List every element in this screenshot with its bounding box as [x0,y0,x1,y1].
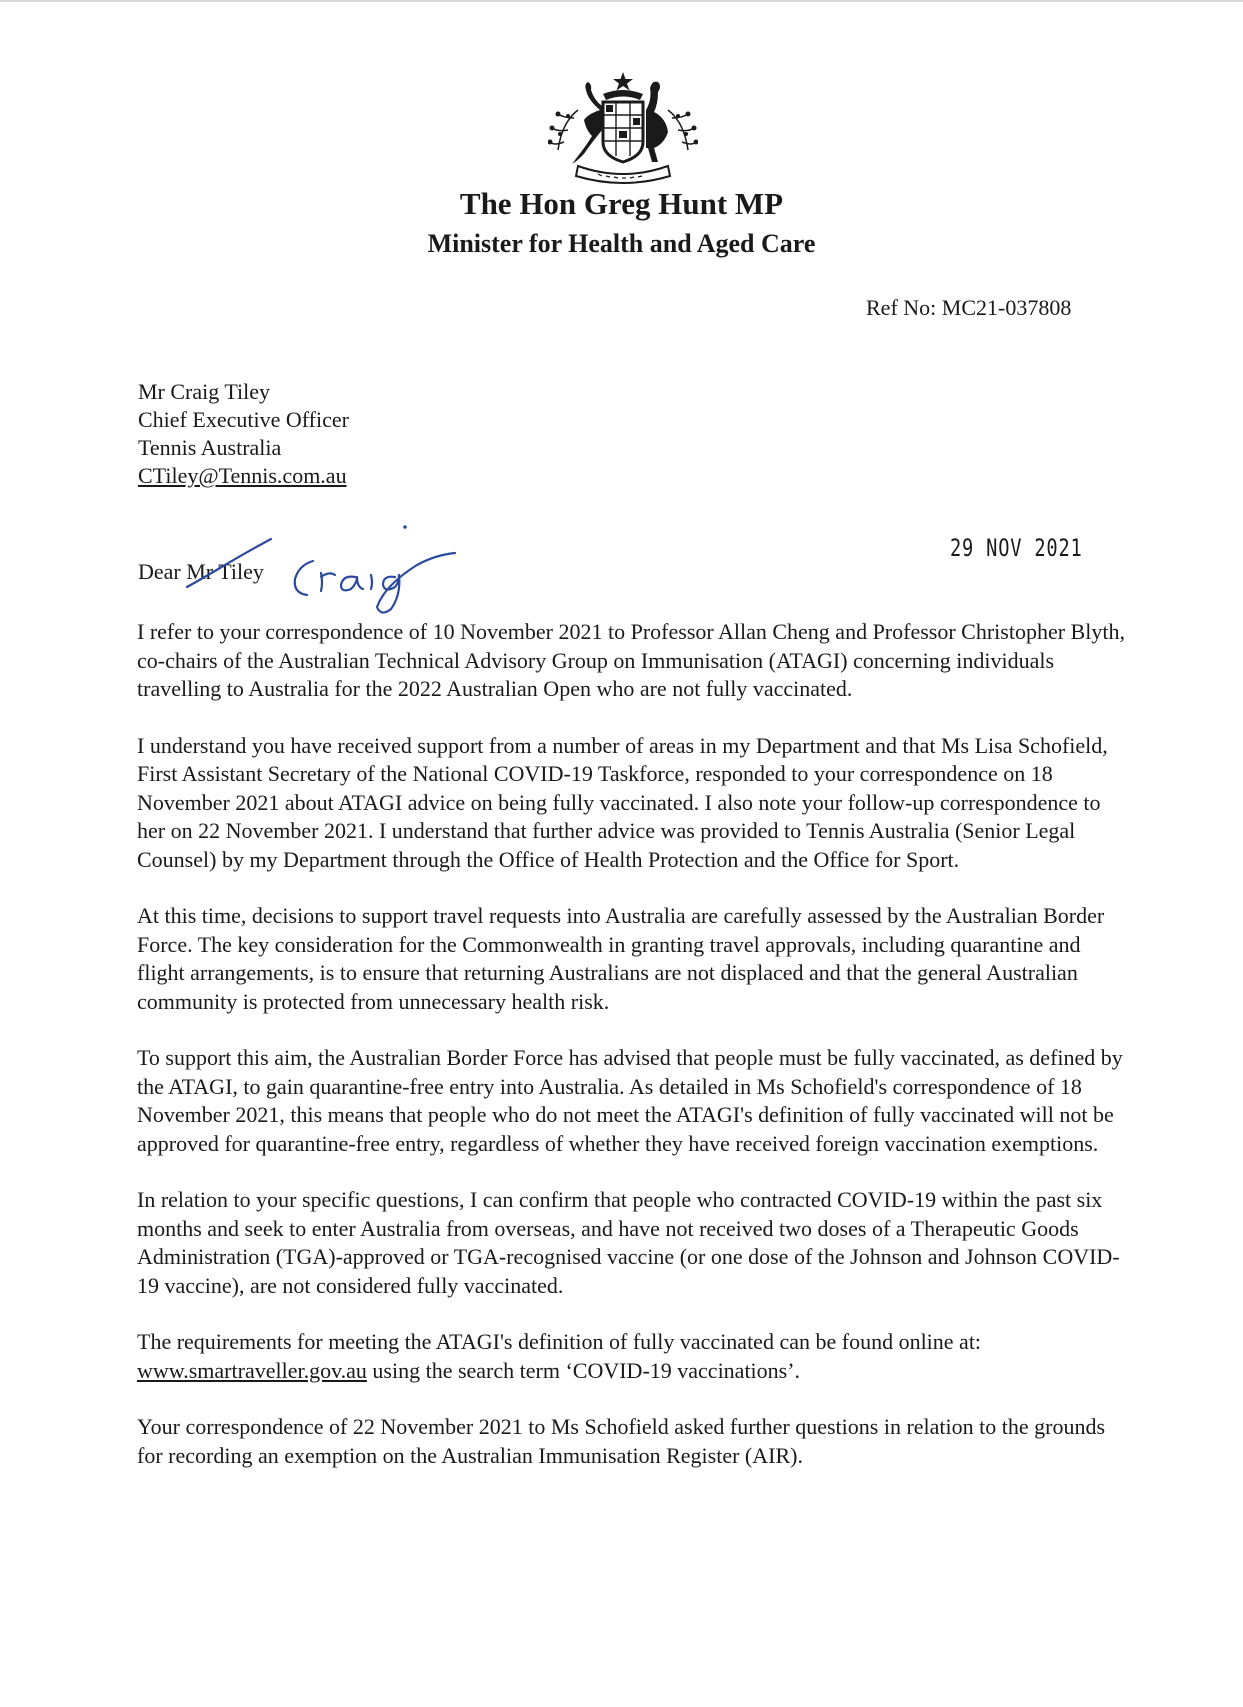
recipient-name: Mr Craig Tiley [138,379,271,404]
recipient-email: CTiley@Tennis.com.au [138,463,347,488]
smartraveller-link[interactable]: www.smartraveller.gov.au [137,1357,367,1383]
minister-name: The Hon Greg Hunt MP [459,186,784,221]
coat-of-arms-icon [548,70,698,185]
page-top-edge [0,0,1243,2]
paragraph-3: At this time, decisions to support travel requests into Australia are carefully assessed by the Australian Border Force. The key consideration for the Commonwealth in granting travel approvals, including quarantine and flight arrangements, is to ensure that returning Australians are not displaced and that the general Australian community is protected from unnecessary health risk. [137,903,1105,1014]
paragraph-6-text-start: The requirements for meeting the ATAGI's definition of fully vaccinated can be found online at: [137,1329,982,1354]
recipient-organisation: Tennis Australia [138,435,282,460]
paragraph-4: To support this aim, the Australian Border Force has advised that people must be fully vaccinated, as defined by the ATAGI, to gain quarantine-free entry into Australia. As detailed in Ms Schofield's correspondence of 18 November 2021, this means that people who do not meet the ATAGI's definition of fully vaccinated will not be approved for quarantine-free entry, regardless of whether they have received foreign vaccination exemptions. [137,1045,1123,1156]
paragraph-7: Your correspondence of 22 November 2021 to Ms Schofield asked further questions in relation to the grounds for recording an exemption on the Australian Immunisation Register (AIR). [137,1414,1106,1468]
paragraph-6 [137,1328,1127,1385]
date-stamp: 29 NOV 2021 [950,534,1083,562]
minister-title: Minister for Health and Aged Care [427,229,816,258]
paragraph-1: I refer to your correspondence of 10 November 2021 to Professor Allan Cheng and Professor Christopher Blyth, co-chairs of the Australian Technical Advisory Group on Immunisation (ATAGI) concerning individuals travelling to Australia for the 2022 Australian Open who are not fully vaccinated. [137,619,1125,701]
letter-body [137,618,1127,1498]
salutation: Dear Mr Tiley [138,559,264,584]
handwritten-craig-signature [185,525,485,615]
recipient-position: Chief Executive Officer [138,407,349,432]
paragraph-2: I understand you have received support from a number of areas in my Department and that Ms Lisa Schofield, First Assistant Secretary of the National COVID-19 Taskforce, responded to your correspondence on 18 November 2021 about ATAGI advice on being fully vaccinated. I also note your follow-up correspondence to her on 22 November 2021. I understand that further advice was provided to Tennis Australia (Senior Legal Counsel) by my Department through the Office of Health Protection and the Office for Sport. [137,732,1108,872]
reference-number: Ref No: MC21-037808 [866,295,1072,320]
recipient-address [138,378,349,490]
paragraph-6-text-end: using the search term ‘COVID-19 vaccinations’. [366,1357,801,1383]
paragraph-5: In relation to your specific questions, I can confirm that people who contracted COVID-19 within the past six months and seek to enter Australia from overseas, and have not received two doses of a Therapeutic Goods Administration (TGA)-approved or TGA-recognised vaccine (or one dose of the Johnson and Johnson COVID-19 vaccine), are not considered fully vaccinated. [137,1187,1120,1298]
